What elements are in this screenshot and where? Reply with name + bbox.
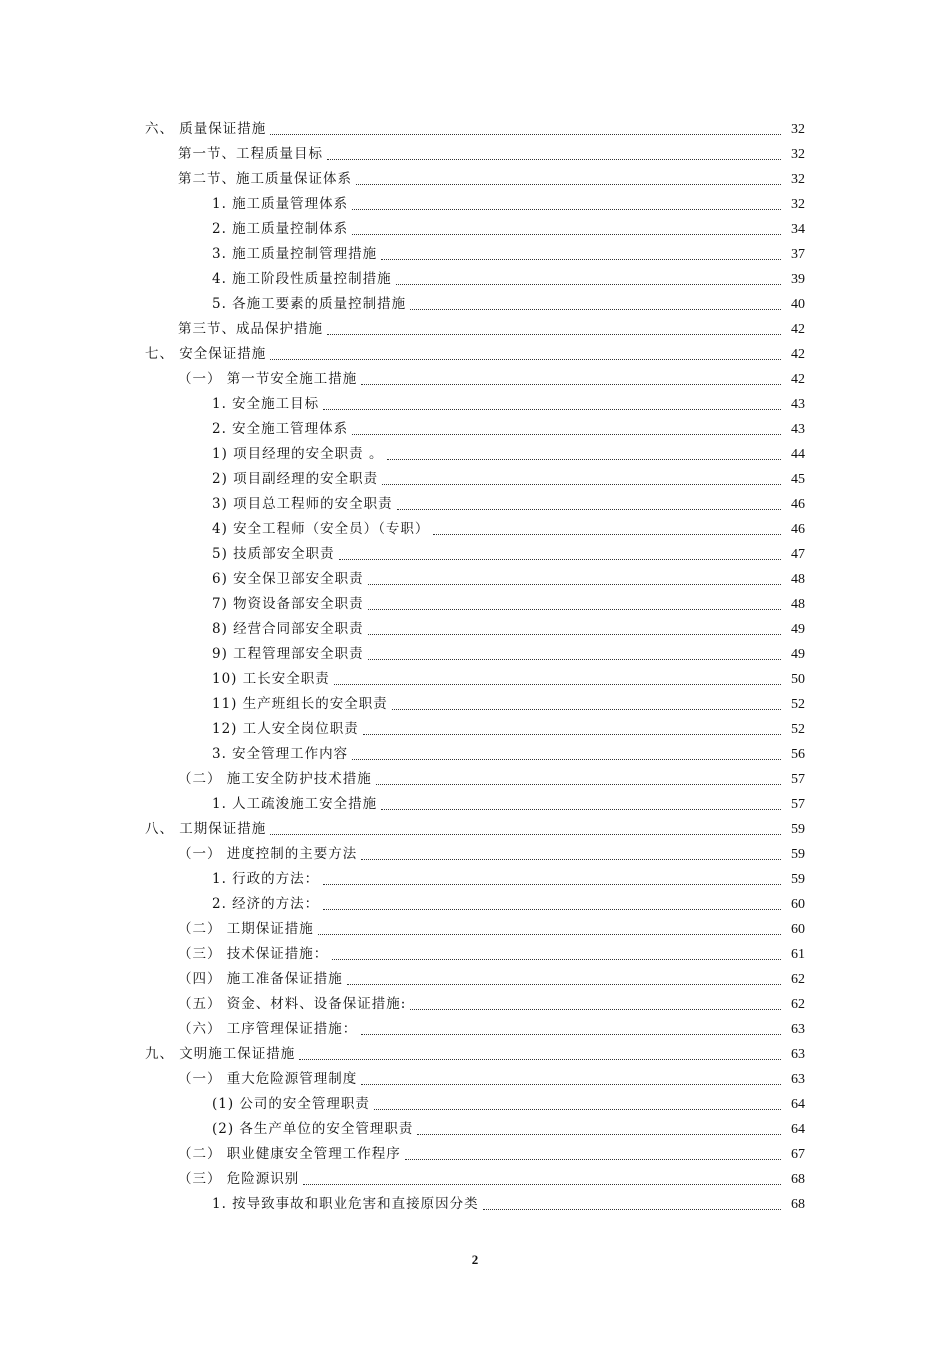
toc-entry[interactable] [212, 892, 805, 917]
toc-entry[interactable] [212, 392, 805, 417]
toc-dot-leader [270, 133, 781, 135]
toc-entry-page-number: 43 [791, 397, 805, 412]
toc-dot-leader [392, 708, 781, 710]
toc-entry[interactable] [212, 1092, 805, 1117]
toc-entry-page-number: 64 [791, 1097, 805, 1112]
toc-dot-leader [323, 883, 781, 885]
toc-dot-leader [483, 1208, 781, 1210]
toc-entry-page-number: 63 [791, 1072, 805, 1087]
toc-entry[interactable] [178, 1017, 805, 1042]
toc-entry-page-number: 45 [791, 472, 805, 487]
toc-entry-page-number: 57 [791, 772, 805, 787]
toc-entry[interactable] [212, 192, 805, 217]
toc-entry-page-number: 63 [791, 1047, 805, 1062]
toc-dot-leader [368, 658, 781, 660]
toc-entry-page-number: 60 [791, 897, 805, 912]
toc-entry[interactable] [145, 1042, 805, 1067]
toc-entry-page-number: 67 [791, 1147, 805, 1162]
toc-dot-leader [334, 683, 781, 685]
toc-entry[interactable] [212, 542, 805, 567]
toc-dot-leader [368, 608, 781, 610]
toc-entry-page-number: 39 [791, 272, 805, 287]
toc-dot-leader [352, 233, 781, 235]
toc-entry-label: 2. 施工质量控制体系 [212, 221, 349, 237]
toc-entry[interactable] [212, 217, 805, 242]
toc-entry-label: （一） 第一节安全施工措施 [178, 371, 358, 387]
toc-entry-label: 第一节、工程质量目标 [178, 146, 323, 162]
toc-entry-page-number: 40 [791, 297, 805, 312]
toc-dot-leader [270, 358, 781, 360]
toc-entry-label: 3. 施工质量控制管理措施 [212, 246, 378, 262]
toc-entry-label: 3. 安全管理工作内容 [212, 746, 349, 762]
toc-entry[interactable] [212, 292, 805, 317]
toc-entry-page-number: 48 [791, 572, 805, 587]
toc-entry-page-number: 32 [791, 197, 805, 212]
toc-entry-label: 九、 文明施工保证措施 [145, 1046, 296, 1062]
toc-entry-label: 3) 项目总工程师的安全职责 [212, 496, 393, 512]
toc-entry-page-number: 44 [791, 447, 805, 462]
toc-entry-label: （四） 施工准备保证措施 [178, 971, 343, 987]
toc-entry[interactable] [178, 842, 805, 867]
toc-entry[interactable] [212, 642, 805, 667]
toc-entry[interactable] [212, 1117, 805, 1142]
toc-dot-leader [323, 908, 781, 910]
toc-entry-page-number: 52 [791, 697, 805, 712]
toc-entry-label: 6) 安全保卫部安全职责 [212, 571, 364, 587]
toc-entry-page-number: 59 [791, 847, 805, 862]
toc-dot-leader [387, 458, 781, 460]
toc-entry-page-number: 48 [791, 597, 805, 612]
toc-dot-leader [332, 958, 781, 960]
toc-entry-label: 11) 生产班组长的安全职责 [212, 696, 388, 712]
toc-dot-leader [363, 733, 781, 735]
toc-entry[interactable] [212, 417, 805, 442]
toc-dot-leader [417, 1133, 781, 1135]
page-number: 2 [471, 1252, 479, 1267]
toc-entry-label: 1. 行政的方法： [212, 871, 320, 887]
toc-entry-page-number: 68 [791, 1172, 805, 1187]
toc-dot-leader [339, 558, 781, 560]
toc-entry-label: 1. 安全施工目标 [212, 396, 320, 412]
toc-entry[interactable] [178, 767, 805, 792]
toc-dot-leader [323, 408, 781, 410]
toc-entry-label: 2. 经济的方法： [212, 896, 320, 912]
toc-dot-leader [327, 158, 781, 160]
toc-entry-page-number: 56 [791, 747, 805, 762]
toc-entry-label: 5) 技质部安全职责 [212, 546, 335, 562]
toc-dot-leader [433, 533, 781, 535]
toc-entry[interactable] [212, 517, 805, 542]
toc-dot-leader [374, 1108, 781, 1110]
toc-entry-label: （二） 工期保证措施 [178, 921, 314, 937]
toc-entry-label: 第二节、施工质量保证体系 [178, 171, 352, 187]
toc-entry-label: （二） 职业健康安全管理工作程序 [178, 1146, 401, 1162]
toc-entry[interactable] [145, 117, 805, 142]
toc-entry-label: 七、 安全保证措施 [145, 346, 267, 362]
toc-dot-leader [299, 1058, 781, 1060]
toc-dot-leader [376, 783, 781, 785]
toc-dot-leader [396, 283, 781, 285]
toc-entry-label: 第三节、成品保护措施 [178, 321, 323, 337]
toc-dot-leader [318, 933, 781, 935]
toc-entry[interactable] [178, 1067, 805, 1092]
toc-dot-leader [270, 833, 781, 835]
toc-dot-leader [361, 1033, 781, 1035]
toc-entry-label: （六） 工序管理保证措施： [178, 1021, 358, 1037]
toc-dot-leader [410, 1008, 781, 1010]
toc-entry-page-number: 62 [791, 997, 805, 1012]
toc-entry-page-number: 37 [791, 247, 805, 262]
toc-entry-label: 4) 安全工程师（安全员）（专职） [212, 521, 430, 537]
toc-entry-page-number: 59 [791, 872, 805, 887]
toc-entry[interactable] [212, 467, 805, 492]
toc-entry[interactable] [145, 342, 805, 367]
toc-entry[interactable] [212, 442, 805, 467]
toc-entry-page-number: 42 [791, 347, 805, 362]
toc-dot-leader [361, 383, 781, 385]
toc-entry-label: 2. 安全施工管理体系 [212, 421, 349, 437]
toc-entry-page-number: 49 [791, 647, 805, 662]
toc-dot-leader [361, 858, 781, 860]
toc-entry-page-number: 49 [791, 622, 805, 637]
toc-entry-page-number: 60 [791, 922, 805, 937]
toc-entry-page-number: 63 [791, 1022, 805, 1037]
toc-entry-label: 1. 施工质量管理体系 [212, 196, 349, 212]
toc-entry-page-number: 47 [791, 547, 805, 562]
toc-entry-page-number: 42 [791, 322, 805, 337]
toc-dot-leader [356, 183, 781, 185]
toc-entry-page-number: 42 [791, 372, 805, 387]
toc-entry-label: 1) 项目经理的安全职责 。 [212, 446, 384, 462]
toc-entry[interactable] [178, 142, 805, 167]
toc-entry[interactable] [178, 967, 805, 992]
toc-entry-label: 9) 工程管理部安全职责 [212, 646, 364, 662]
toc-entry-label: 10) 工长安全职责 [212, 671, 330, 687]
toc-entry-page-number: 68 [791, 1197, 805, 1212]
toc-entry-label: 1. 按导致事故和职业危害和直接原因分类 [212, 1196, 479, 1212]
toc-entry-label: （一） 进度控制的主要方法 [178, 846, 358, 862]
toc-entry[interactable] [212, 617, 805, 642]
toc-dot-leader [381, 808, 781, 810]
toc-entry-label: 1. 人工疏浚施工安全措施 [212, 796, 378, 812]
toc-entry-page-number: 57 [791, 797, 805, 812]
toc-dot-leader [368, 583, 781, 585]
toc-entry-label: (2) 各生产单位的安全管理职责 [212, 1121, 414, 1137]
toc-entry-label: 8) 经营合同部安全职责 [212, 621, 364, 637]
toc-entry-label: 12) 工人安全岗位职责 [212, 721, 359, 737]
toc-entry[interactable] [212, 267, 805, 292]
toc-entry[interactable] [212, 592, 805, 617]
toc-dot-leader [303, 1183, 781, 1185]
toc-entry[interactable] [212, 692, 805, 717]
toc-entry-label: 5. 各施工要素的质量控制措施 [212, 296, 407, 312]
toc-entry[interactable] [212, 667, 805, 692]
toc-entry[interactable] [178, 917, 805, 942]
toc-entry-label: （一） 重大危险源管理制度 [178, 1071, 358, 1087]
toc-entry[interactable] [145, 817, 805, 842]
toc-entry-label: 4. 施工阶段性质量控制措施 [212, 271, 392, 287]
toc-entry[interactable] [178, 942, 805, 967]
toc-dot-leader [405, 1158, 781, 1160]
toc-entry-label: (1) 公司的安全管理职责 [212, 1096, 370, 1112]
toc-entry[interactable] [178, 1142, 805, 1167]
toc-entry-label: （三） 危险源识别 [178, 1171, 300, 1187]
toc-entry-page-number: 62 [791, 972, 805, 987]
toc-dot-leader [327, 333, 781, 335]
toc-entry-page-number: 32 [791, 122, 805, 137]
toc-entry-page-number: 34 [791, 222, 805, 237]
toc-dot-leader [352, 758, 781, 760]
toc-entry[interactable] [212, 242, 805, 267]
toc-entry[interactable] [212, 1192, 805, 1217]
toc-dot-leader [397, 508, 781, 510]
toc-entry[interactable] [178, 167, 805, 192]
toc-entry-page-number: 46 [791, 497, 805, 512]
toc-entry-label: 2) 项目副经理的安全职责 [212, 471, 379, 487]
toc-entry[interactable] [178, 367, 805, 392]
toc-entry-label: （五） 资金、材料、设备保证措施: [178, 996, 407, 1012]
toc-entry-page-number: 61 [791, 947, 805, 962]
toc-entry-page-number: 32 [791, 147, 805, 162]
toc-dot-leader [410, 308, 781, 310]
toc-entry-page-number: 46 [791, 522, 805, 537]
toc-dot-leader [361, 1083, 781, 1085]
toc-entry-label: 7) 物资设备部安全职责 [212, 596, 364, 612]
toc-entry-page-number: 52 [791, 722, 805, 737]
toc-entry[interactable] [212, 742, 805, 767]
toc-entry-page-number: 43 [791, 422, 805, 437]
toc-entry-page-number: 59 [791, 822, 805, 837]
toc-entry[interactable] [212, 492, 805, 517]
toc-entry-page-number: 50 [791, 672, 805, 687]
toc-dot-leader [352, 433, 781, 435]
toc-entry[interactable] [178, 1167, 805, 1192]
toc-dot-leader [368, 633, 781, 635]
toc-entry[interactable] [212, 792, 805, 817]
toc-entry[interactable] [212, 567, 805, 592]
toc-dot-leader [382, 483, 781, 485]
toc-entry[interactable] [212, 867, 805, 892]
toc-dot-leader [352, 208, 781, 210]
toc-entry-label: （三） 技术保证措施： [178, 946, 329, 962]
toc-entry-label: 八、 工期保证措施 [145, 821, 267, 837]
toc-entry-label: 六、 质量保证措施 [145, 121, 267, 137]
toc-entry[interactable] [178, 992, 805, 1017]
toc-dot-leader [347, 983, 781, 985]
toc-entry-page-number: 32 [791, 172, 805, 187]
toc-dot-leader [381, 258, 781, 260]
toc-entry-page-number: 64 [791, 1122, 805, 1137]
toc-entry[interactable] [212, 717, 805, 742]
toc-entry[interactable] [178, 317, 805, 342]
toc-entry-label: （二） 施工安全防护技术措施 [178, 771, 372, 787]
table-of-contents [0, 117, 950, 1217]
